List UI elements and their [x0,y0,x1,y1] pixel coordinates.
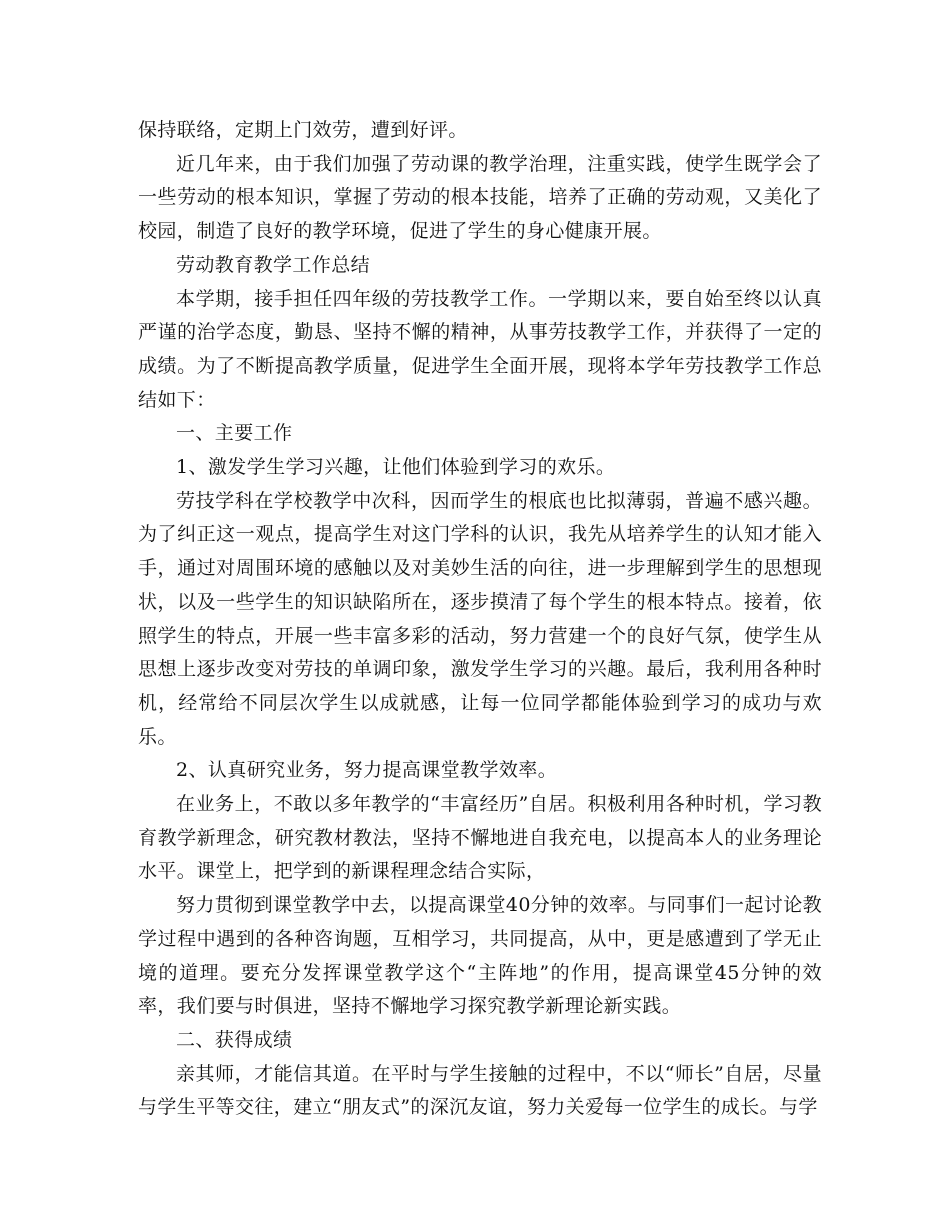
paragraph-continuation: 保持联络，定期上门效劳，遭到好评。 [138,119,468,141]
paragraph-labor-course-summary: 近几年来，由于我们加强了劳动课的教学治理，注重实践，使学生既学会了一些劳动的根本知识，掌握了劳动的根本技能，培养了正确的劳动观，又美化了校园，制造了良好的教学环境，促进了学生的身心健康开展。 [138,152,822,243]
paragraph-intro: 本学期，接手担任四年级的劳技教学工作。一学期以来，要自始至终以认真严谨的治学态度，勤恳、坚持不懈的精神，从事劳技教学工作，并获得了一定的成绩。为了不断提高教学质量，促进学生全面开展，现将本学年劳技教学工作总结如下： [138,287,822,411]
document-body [138,114,822,1125]
subheading-interest: 1、激发学生学习兴趣，让他们体验到学习的欢乐。 [176,456,616,479]
paragraph-achievements: 亲其师，才能信其道。在平时与学生接触的过程中，不以“师长”自居，尽量与学生平等交往，建立“朋友式”的深沉友谊，努力关爱每一位学生的成长。与学 [138,1062,822,1119]
section-title: 劳动教育教学工作总结 [176,253,371,276]
heading-main-work: 一、主要工作 [176,422,293,445]
subheading-research: 2、认真研究业务，努力提高课堂教学效率。 [176,759,558,782]
paragraph-interest: 劳技学科在学校教学中次科，因而学生的根底也比拟薄弱，普遍不感兴趣。为了纠正这一观点，提高学生对这门学科的认识，我先从培养学生的认知才能入手，通过对周围环境的感触以及对美妙生活的向往，进一步理解到学生的思想现状，以及一些学生的知识缺陷所在，逐步摸清了每个学生的根本特点。接着，依照学生的特点，开展一些丰富多彩的活动，努力营建一个的良好气氛，使学生从思想上逐步改变对劳技的单调印象，激发学生学习的兴趣。最后，我利用各种时机，经常给不同层次学生以成就感，让每一位同学都能体验到学习的成功与欢乐。 [138,489,822,748]
heading-achievements: 二、获得成绩 [176,1028,293,1051]
paragraph-research: 在业务上，不敢以多年教学的“丰富经历”自居。积极利用各种时机，学习教育教学新理念，研究教材教法，坚持不懈地进自我充电，以提高本人的业务理论水平。课堂上，把学到的新课程理念结合实际， [138,793,822,883]
paragraph-classroom: 努力贯彻到课堂教学中去，以提高课堂40分钟的效率。与同事们一起讨论教学过程中遇到的各种咨询题，互相学习，共同提高，从中，更是感遭到了学无止境的道理。要充分发挥课堂教学这个“主阵地”的作用，提高课堂45分钟的效率，我们要与时俱进，坚持不懈地学习探究教学新理论新实践。 [138,894,822,1018]
